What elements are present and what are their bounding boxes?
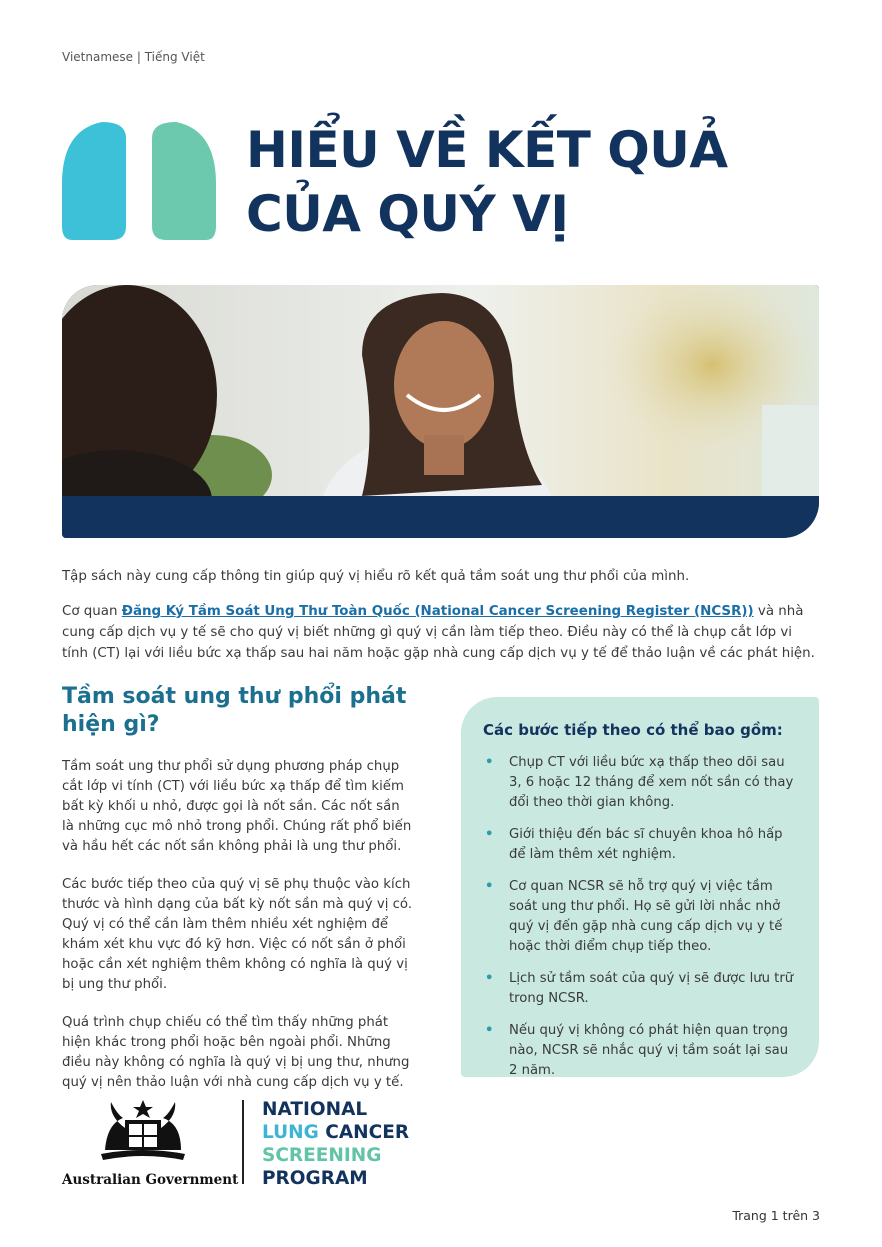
intro-p2-end: và nhà cung cấp dịch vụ y tế sẽ cho quý vị biết những gì quý vị cần làm tiếp theo. Điều này có thể là chụp cắt lớp vi tính (CT) lại với liều bức xạ thấp sau hai năm hoặc gặp nhà cung cấp dịch vụ y tế để thảo luận về các phát hiện. xyxy=(62,604,815,661)
program-word-lung: LUNG xyxy=(262,1122,319,1143)
section-paragraph: Quá trình chụp chiếu có thể tìm thấy những phát hiện khác trong phổi hoặc bên ngoài phổi. Những điều này không có nghĩa là quý vị bị ung thư, nhưng quý vị nên thảo luận với nhà cung cấp dịch vụ y tế. xyxy=(62,1015,410,1090)
page-title xyxy=(246,118,728,246)
hero-image xyxy=(62,285,819,538)
list-item xyxy=(483,969,799,1009)
title-line-1: HIỂU VỀ KẾT QUẢ xyxy=(246,121,728,179)
list-item-text: Lịch sử tầm soát của quý vị sẽ được lưu trữ trong NCSR. xyxy=(509,971,794,1006)
program-word-screening: SCREENING xyxy=(262,1145,382,1166)
next-steps-list xyxy=(483,753,799,1081)
bullet-icon: • xyxy=(485,1023,494,1038)
list-item-text: Cơ quan NCSR sẽ hỗ trợ quý vị việc tầm soát ung thư phổi. Họ sẽ gửi lời nhắc nhở quý vị đến gặp nhà cung cấp dịch vụ y tế hoặc thời điểm chụp tiếp theo. xyxy=(509,879,783,954)
title-line-2: CỦA QUÝ VỊ xyxy=(246,185,569,243)
program-word-program: PROGRAM xyxy=(262,1168,368,1189)
coat-of-arms-icon xyxy=(95,1098,191,1164)
intro-text xyxy=(62,566,822,678)
consultation-photo xyxy=(62,285,819,496)
list-item xyxy=(483,1021,799,1081)
program-logo xyxy=(262,1098,409,1190)
next-steps-title: Các bước tiếp theo có thể bao gồm: xyxy=(483,721,783,739)
screening-section xyxy=(62,683,414,1111)
program-line-2 xyxy=(262,1121,409,1144)
section-paragraph: Các bước tiếp theo của quý vị sẽ phụ thuộc vào kích thước và hình dạng của bất kỳ nốt sần mà quý vị có. Quý vị có thể cần làm thêm nhiều xét nghiệm để khám xét khu vực đó kỹ hơn. Việc có nốt sần ở phổi hoặc cần xét nghiệm thêm không có nghĩa là quý vị bị ung thư phổi. xyxy=(62,877,413,992)
list-item xyxy=(483,877,799,957)
section-heading: Tầm soát ung thư phổi phát hiện gì? xyxy=(62,684,407,737)
list-item xyxy=(483,753,799,813)
logo-divider xyxy=(242,1100,244,1184)
right-lung-icon xyxy=(152,122,216,240)
list-item xyxy=(483,825,799,865)
intro-p2-start: Cơ quan xyxy=(62,604,122,619)
bullet-icon: • xyxy=(485,827,494,842)
list-item-text: Nếu quý vị không có phát hiện quan trọng nào, NCSR sẽ nhắc quý vị tầm soát lại sau 2 năm. xyxy=(509,1023,789,1078)
section-paragraph: Tầm soát ung thư phổi sử dụng phương pháp chụp cắt lớp vi tính (CT) với liều bức xạ thấp để tìm kiếm bất kỳ khối u nhỏ, được gọi là nốt sần. Các nốt sần là những cục mô nhỏ trong phổi. Chúng rất phổ biến và hầu hết các nốt sần không phải là ung thư phổi. xyxy=(62,759,412,854)
language-label: Vietnamese | Tiếng Việt xyxy=(62,50,205,64)
program-word-cancer: CANCER xyxy=(318,1122,410,1143)
bullet-icon: • xyxy=(485,971,494,986)
program-word-1: NATIONAL xyxy=(262,1099,368,1120)
australian-government-logo xyxy=(62,1098,239,1188)
list-item-text: Giới thiệu đến bác sĩ chuyên khoa hô hấp để làm thêm xét nghiệm. xyxy=(509,827,783,862)
intro-paragraph-1: Tập sách này cung cấp thông tin giúp quý vị hiểu rõ kết quả tầm soát ung thư phổi của mình. xyxy=(62,569,690,584)
left-lung-icon xyxy=(62,122,126,240)
page-number: Trang 1 trên 3 xyxy=(732,1208,820,1223)
bullet-icon: • xyxy=(485,755,494,770)
intro-paragraph-2 xyxy=(62,601,822,664)
lungs-logo-icon xyxy=(62,122,216,240)
list-item-text: Chụp CT với liều bức xạ thấp theo dõi sau 3, 6 hoặc 12 tháng để xem nốt sần có thay đổi theo thời gian không. xyxy=(509,755,794,810)
hero-band xyxy=(62,496,819,538)
next-steps-box xyxy=(461,697,819,1077)
bullet-icon: • xyxy=(485,879,494,894)
gov-name: Australian Government xyxy=(62,1172,239,1188)
ncsr-link[interactable]: Đăng Ký Tầm Soát Ung Thư Toàn Quốc (National Cancer Screening Register (NCSR)) xyxy=(121,604,754,619)
